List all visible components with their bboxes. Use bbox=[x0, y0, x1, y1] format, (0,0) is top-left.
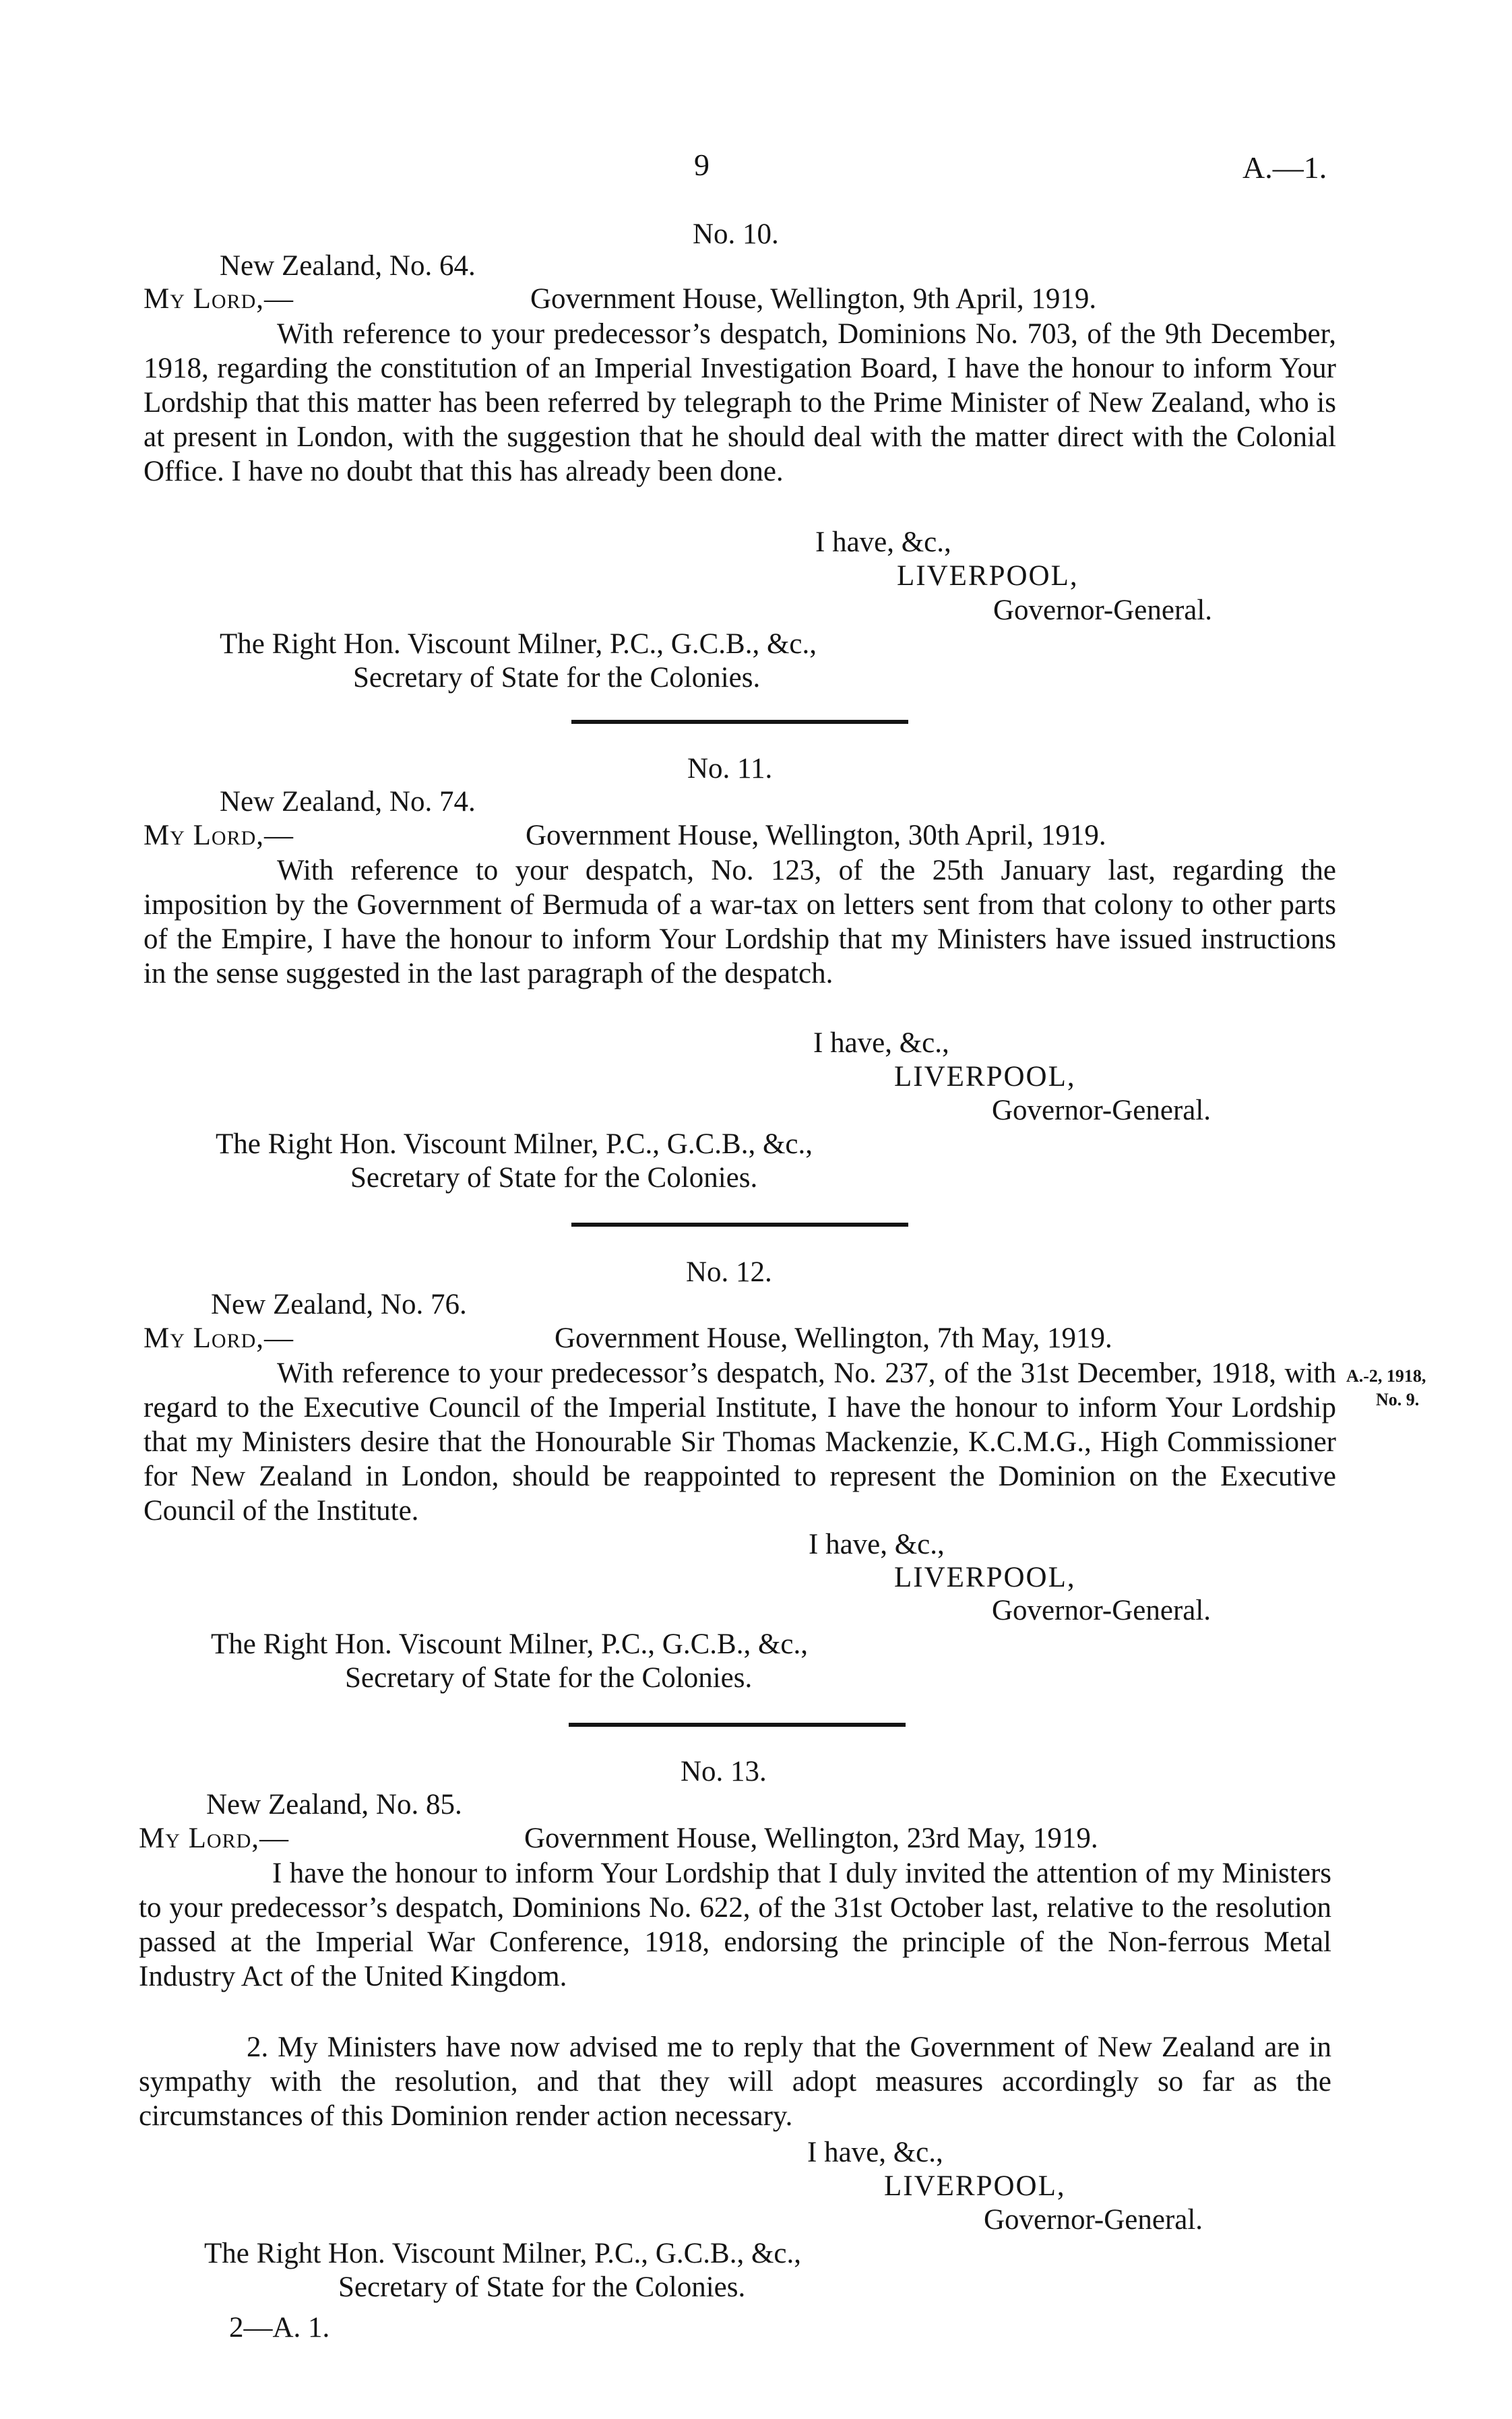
signatory-title: Governor-General. bbox=[984, 2204, 1203, 2236]
letter-number: No. 10. bbox=[693, 218, 779, 250]
despatch-reference: New Zealand, No. 76. bbox=[211, 1289, 467, 1320]
section-divider bbox=[571, 1223, 908, 1227]
letter-body-paragraph: 2. My Ministers have now advised me to reply that the Government of New Zealand are in sympathy with the resolution, and that they will adopt measures accordingly so far as the circumstances of this Dominion render action necessary. bbox=[139, 2031, 1331, 2132]
addressee-title: Secretary of State for the Colonies. bbox=[345, 1662, 753, 1694]
place-and-date: Government House, Wellington, 30th April, 1919. bbox=[526, 820, 1106, 851]
place-and-date: Government House, Wellington, 23rd May, 1919. bbox=[524, 1823, 1098, 1854]
place-and-date: Government House, Wellington, 7th May, 1919. bbox=[555, 1322, 1112, 1354]
page-number: 9 bbox=[694, 148, 710, 182]
letter-number: No. 13. bbox=[681, 1756, 767, 1787]
despatch-reference: New Zealand, No. 74. bbox=[220, 786, 476, 818]
addressee-title: Secretary of State for the Colonies. bbox=[350, 1162, 758, 1194]
letter-body-paragraph: I have the honour to inform Your Lordship that I duly invited the attention of my Ministers to your predecessor’s despatch, Dominions No. 622, of the 31st October last, relative to the resolution passed at the Imperial War Conference, 1918, endorsing the principle of the Non-ferrous Metal Industry Act of the United Kingdom. bbox=[139, 1858, 1331, 1992]
closing-formula: I have, &c., bbox=[809, 1529, 945, 1560]
signatory-name: LIVERPOOL, bbox=[894, 1562, 1076, 1593]
addressee-name: The Right Hon. Viscount Milner, P.C., G.C.B., &c., bbox=[220, 628, 817, 660]
signatory-title: Governor-General. bbox=[992, 1095, 1211, 1126]
salutation: My Lord,— bbox=[144, 283, 294, 315]
addressee-name: The Right Hon. Viscount Milner, P.C., G.C.B., &c., bbox=[211, 1628, 808, 1660]
letter-body-paragraph: With reference to your predecessor’s despatch, No. 237, of the 31st December, 1918, with regard to the Executive Council of the Imperial Institute, I have the honour to inform Your Lordship that my Ministers desire that the Honourable Sir Thomas Mackenzie, K.C.M.G., High Commissioner for New Zealand in London, should be reappointed to represent the Dominion on the Executive Council of the Institute. bbox=[144, 1357, 1336, 1527]
salutation: My Lord,— bbox=[139, 1823, 290, 1854]
closing-formula: I have, &c., bbox=[807, 2137, 943, 2168]
letter-body-paragraph: With reference to your despatch, No. 123, of the 25th January last, regarding the imposition by the Government of Bermuda of a war-tax on letters sent from that colony to other parts of the Empire, I have the honour to inform Your Lordship that my Ministers have issued instructions in the sense suggested in the last paragraph of the despatch. bbox=[144, 855, 1336, 989]
salutation: My Lord,— bbox=[144, 820, 294, 851]
addressee-name: The Right Hon. Viscount Milner, P.C., G.C.B., &c., bbox=[216, 1128, 813, 1160]
addressee-title: Secretary of State for the Colonies. bbox=[353, 662, 761, 694]
document-reference: A.—1. bbox=[1242, 150, 1327, 185]
signatory-name: LIVERPOOL, bbox=[897, 560, 1079, 592]
margin-note-reference-number: No. 9. bbox=[1376, 1390, 1420, 1409]
letter-body-paragraph: With reference to your predecessor’s despatch, Dominions No. 703, of the 9th December, 1918, regarding the constitution of an Imperial Investigation Board, I have the honour to inform Your Lordship that this matter has been referred by telegraph to the Prime Minister of New Zealand, who is at present in London, with the suggestion that he should deal with the matter direct with the Colonial Office. I have no doubt that this has already been done. bbox=[144, 318, 1336, 487]
addressee-title: Secretary of State for the Colonies. bbox=[338, 2271, 746, 2303]
signatory-title: Governor-General. bbox=[992, 1595, 1211, 1626]
signatory-name: LIVERPOOL, bbox=[884, 2170, 1066, 2202]
margin-note-reference: A.-2, 1918, bbox=[1346, 1366, 1426, 1386]
printer-signature-mark: 2—A. 1. bbox=[229, 2312, 330, 2344]
closing-formula: I have, &c., bbox=[813, 1027, 949, 1059]
despatch-reference: New Zealand, No. 85. bbox=[206, 1789, 462, 1820]
signatory-title: Governor-General. bbox=[993, 594, 1213, 626]
letter-number: No. 11. bbox=[687, 753, 773, 785]
addressee-name: The Right Hon. Viscount Milner, P.C., G.C.B., &c., bbox=[204, 2238, 801, 2269]
closing-formula: I have, &c., bbox=[815, 526, 951, 558]
signatory-name: LIVERPOOL, bbox=[894, 1061, 1076, 1093]
salutation: My Lord,— bbox=[144, 1322, 294, 1354]
despatch-reference: New Zealand, No. 64. bbox=[220, 250, 476, 282]
section-divider bbox=[569, 1723, 906, 1727]
letter-number: No. 12. bbox=[686, 1256, 772, 1288]
section-divider bbox=[571, 720, 908, 724]
place-and-date: Government House, Wellington, 9th April, 1919. bbox=[530, 283, 1097, 315]
